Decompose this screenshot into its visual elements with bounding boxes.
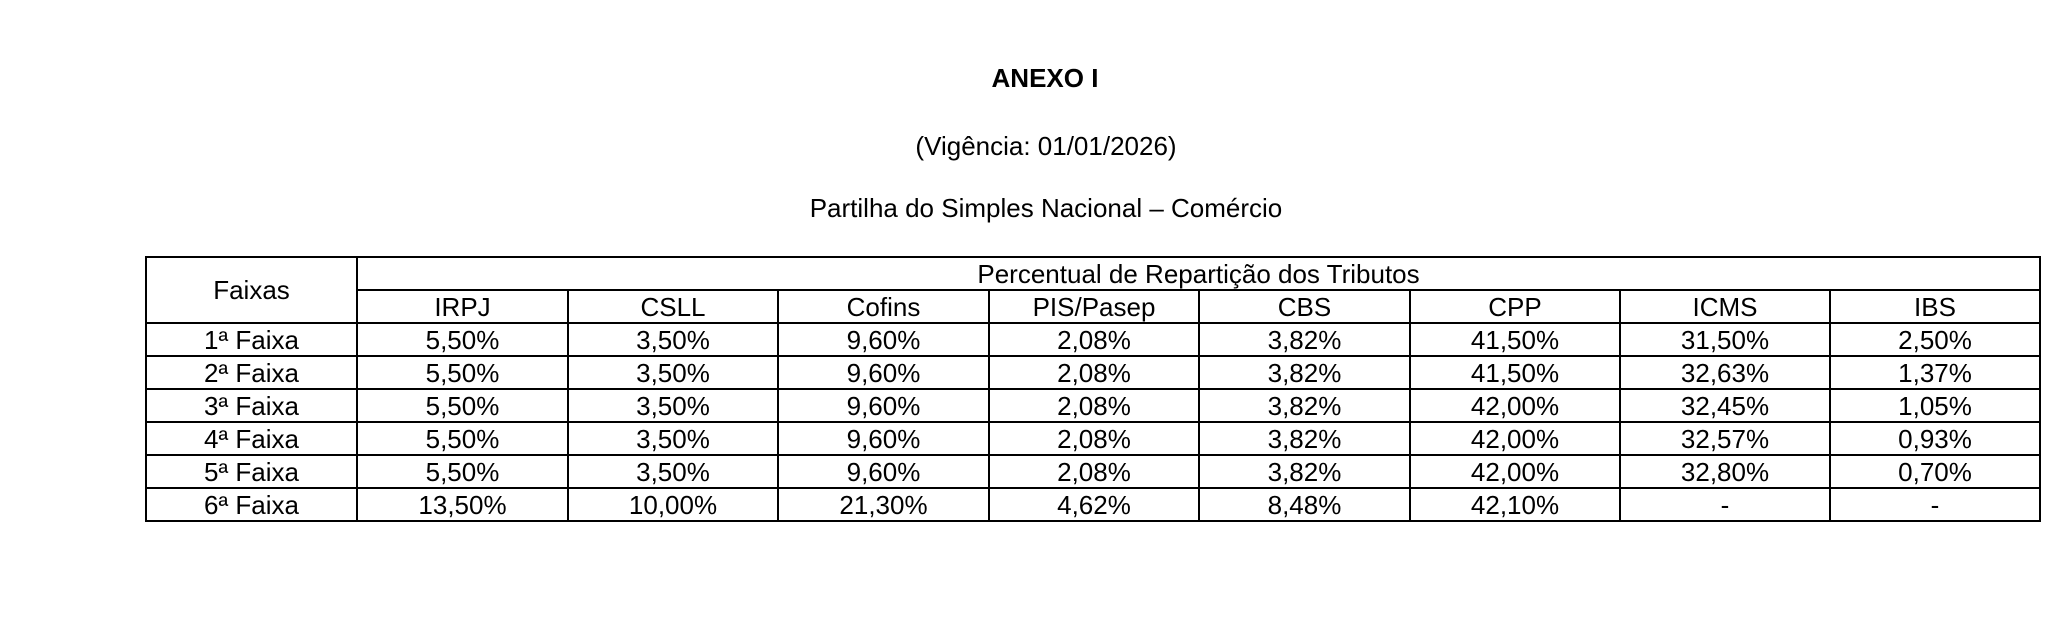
cell-irpj: 5,50% bbox=[357, 323, 568, 356]
cell-cofins: 9,60% bbox=[778, 455, 989, 488]
cell-irpj: 5,50% bbox=[357, 356, 568, 389]
table-header-row-1 bbox=[146, 257, 2040, 290]
header-pis-pasep: PIS/Pasep bbox=[989, 290, 1199, 323]
cell-csll: 3,50% bbox=[568, 422, 778, 455]
cell-cpp: 42,00% bbox=[1410, 422, 1620, 455]
cell-irpj: 5,50% bbox=[357, 422, 568, 455]
cell-pis-pasep: 4,62% bbox=[989, 488, 1199, 521]
annex-heading: ANEXO I bbox=[991, 63, 1099, 93]
cell-cbs: 3,82% bbox=[1199, 356, 1410, 389]
cell-cpp: 41,50% bbox=[1410, 356, 1620, 389]
cell-icms: 32,45% bbox=[1620, 389, 1830, 422]
header-cbs: CBS bbox=[1199, 290, 1410, 323]
cell-cbs: 3,82% bbox=[1199, 389, 1410, 422]
cell-cbs: 3,82% bbox=[1199, 455, 1410, 488]
cell-ibs: 0,93% bbox=[1830, 422, 2040, 455]
cell-cpp: 42,00% bbox=[1410, 455, 1620, 488]
faixa-label: 1ª Faixa bbox=[146, 323, 357, 356]
cell-pis-pasep: 2,08% bbox=[989, 323, 1199, 356]
header-ibs: IBS bbox=[1830, 290, 2040, 323]
cell-csll: 3,50% bbox=[568, 356, 778, 389]
cell-irpj: 13,50% bbox=[357, 488, 568, 521]
cell-pis-pasep: 2,08% bbox=[989, 356, 1199, 389]
cell-cbs: 3,82% bbox=[1199, 323, 1410, 356]
header-cpp: CPP bbox=[1410, 290, 1620, 323]
cell-icms: - bbox=[1620, 488, 1830, 521]
cell-pis-pasep: 2,08% bbox=[989, 455, 1199, 488]
header-icms: ICMS bbox=[1620, 290, 1830, 323]
document-subtitle: Partilha do Simples Nacional – Comércio bbox=[809, 193, 1283, 223]
header-csll: CSLL bbox=[568, 290, 778, 323]
cell-ibs: 1,37% bbox=[1830, 356, 2040, 389]
cell-csll: 3,50% bbox=[568, 323, 778, 356]
cell-icms: 32,57% bbox=[1620, 422, 1830, 455]
faixa-label: 2ª Faixa bbox=[146, 356, 357, 389]
cell-cofins: 9,60% bbox=[778, 422, 989, 455]
table-header-row-2 bbox=[146, 290, 2040, 323]
faixa-label: 4ª Faixa bbox=[146, 422, 357, 455]
cell-cofins: 9,60% bbox=[778, 356, 989, 389]
cell-cpp: 41,50% bbox=[1410, 323, 1620, 356]
cell-cpp: 42,00% bbox=[1410, 389, 1620, 422]
table-row bbox=[146, 323, 2040, 356]
faixa-label: 6ª Faixa bbox=[146, 488, 357, 521]
cell-cbs: 8,48% bbox=[1199, 488, 1410, 521]
cell-ibs: 2,50% bbox=[1830, 323, 2040, 356]
table-row bbox=[146, 389, 2040, 422]
table-row bbox=[146, 356, 2040, 389]
faixa-label: 5ª Faixa bbox=[146, 455, 357, 488]
cell-cbs: 3,82% bbox=[1199, 422, 1410, 455]
cell-ibs: - bbox=[1830, 488, 2040, 521]
table-row bbox=[146, 422, 2040, 455]
faixa-label: 3ª Faixa bbox=[146, 389, 357, 422]
cell-icms: 32,63% bbox=[1620, 356, 1830, 389]
cell-irpj: 5,50% bbox=[357, 455, 568, 488]
cell-icms: 31,50% bbox=[1620, 323, 1830, 356]
cell-cpp: 42,10% bbox=[1410, 488, 1620, 521]
header-cofins: Cofins bbox=[778, 290, 989, 323]
cell-pis-pasep: 2,08% bbox=[989, 422, 1199, 455]
cell-irpj: 5,50% bbox=[357, 389, 568, 422]
cell-csll: 10,00% bbox=[568, 488, 778, 521]
cell-icms: 32,80% bbox=[1620, 455, 1830, 488]
cell-csll: 3,50% bbox=[568, 389, 778, 422]
header-percentual-reparticao: Percentual de Repartição dos Tributos bbox=[357, 257, 2040, 290]
header-faixas-label: Faixas bbox=[213, 275, 290, 305]
cell-cofins: 9,60% bbox=[778, 389, 989, 422]
cell-cofins: 9,60% bbox=[778, 323, 989, 356]
header-irpj: IRPJ bbox=[357, 290, 568, 323]
table-row bbox=[146, 455, 2040, 488]
header-faixas bbox=[146, 257, 357, 323]
cell-ibs: 1,05% bbox=[1830, 389, 2040, 422]
cell-csll: 3,50% bbox=[568, 455, 778, 488]
table-row bbox=[146, 488, 2040, 521]
distribution-table bbox=[145, 256, 2041, 522]
effective-date: (Vigência: 01/01/2026) bbox=[915, 131, 1177, 161]
cell-cofins: 21,30% bbox=[778, 488, 989, 521]
cell-pis-pasep: 2,08% bbox=[989, 389, 1199, 422]
cell-ibs: 0,70% bbox=[1830, 455, 2040, 488]
